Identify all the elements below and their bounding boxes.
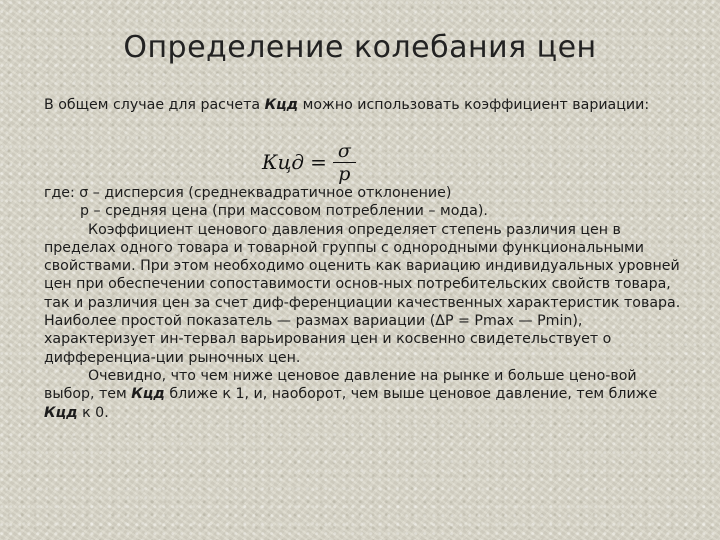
formula-fraction bbox=[333, 141, 356, 184]
formula-lhs: Кцд bbox=[262, 150, 305, 174]
kcd-formula bbox=[262, 138, 356, 186]
formula-equals: = bbox=[310, 150, 327, 174]
kcd-term: Кцд bbox=[264, 97, 299, 113]
paragraph-pressure: Коэффициент ценового давления определяет степень различия цен в пределах одного товара и товарной группы с однородными функциональными свойствами. При этом необходимо оценить как вариацию индивидуальных уровней цен при обеспечении сопоставимости основ-ных потребительских свойств товара, так и различия цен за счет диф-ференциации качественных характеристик товара. Наиболее простой показатель — размах вариации (ΔP = Pmax — Pmin), характеризует ин-тервал варьирования цен и косвенно свидетельствует о дифференциа-ции рыночных цен. bbox=[44, 221, 681, 366]
kcd-term: Кцд bbox=[131, 386, 165, 403]
paragraph-conclusion bbox=[44, 367, 684, 422]
conclusion-part-1: Очевидно, что чем ниже ценовое давление на рынке и больше цено-вой выбор, тем bbox=[44, 367, 637, 403]
formula-denominator: p bbox=[338, 162, 351, 185]
body-text bbox=[44, 184, 684, 422]
conclusion-part-2: ближе к 1, и, наоборот, чем выше ценовое давление, тем ближе bbox=[164, 386, 658, 403]
kcd-term: Кцд bbox=[44, 404, 78, 421]
conclusion-part-3: к 0. bbox=[77, 404, 109, 421]
formula-numerator: σ bbox=[333, 141, 356, 163]
where-line-p: p – средняя цена (при массовом потреблении – мода). bbox=[80, 203, 488, 220]
where-line-sigma: где: σ – дисперсия (среднеквадратичное отклонение) bbox=[44, 185, 452, 201]
intro-text-before: В общем случае для расчета bbox=[44, 97, 265, 113]
intro-text-after: можно использовать коэффициент вариации: bbox=[298, 97, 650, 113]
slide-title: Определение колебания цен bbox=[123, 30, 597, 65]
intro-line bbox=[44, 96, 684, 114]
